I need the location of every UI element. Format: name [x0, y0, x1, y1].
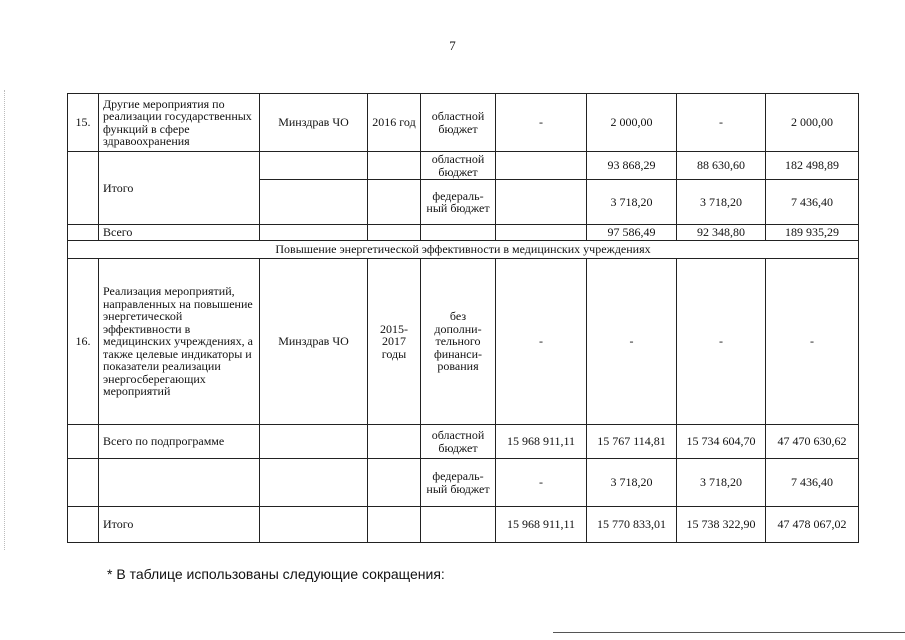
row-label [99, 459, 260, 507]
value-total: 47 478 067,02 [766, 507, 859, 543]
scan-margin-marks [4, 90, 9, 550]
table-row [68, 152, 859, 180]
measure-name: Другие мероприятия по реализации государственных функций в сфере здравоохранения [99, 94, 260, 152]
period: 2015-2017 годы [368, 259, 421, 425]
row-number [68, 225, 99, 241]
value-year-1: 15 968 911,11 [496, 507, 587, 543]
value-year-3: - [677, 259, 766, 425]
value-year-3: 88 630,60 [677, 152, 766, 180]
section-title: Повышение энергетической эффективности в медицинских учреждениях [68, 241, 859, 259]
table-row [68, 459, 859, 507]
section-row [68, 241, 859, 259]
value-year-2: - [587, 259, 677, 425]
row-label: Итого [99, 507, 260, 543]
table-row [68, 94, 859, 152]
value-year-1: 15 968 911,11 [496, 425, 587, 459]
budget-table [67, 93, 859, 543]
row-label: Всего [99, 225, 260, 241]
period [368, 507, 421, 543]
row-label: Всего по подпрограмме [99, 425, 260, 459]
row-number: 16. [68, 259, 99, 425]
value-year-1: - [496, 259, 587, 425]
executor [260, 425, 368, 459]
page-number: 7 [449, 38, 456, 53]
measure-name: Реализация мероприятий, направленных на повышение энергетической эффективности в медицинских учреждениях, а также целевые индикаторы и показатели реализации энергосберегающих мероприятий [99, 259, 260, 425]
executor: Минздрав ЧО [260, 259, 368, 425]
value-total: 7 436,40 [766, 180, 859, 225]
funding-source: областной бюджет [421, 152, 496, 180]
value-year-1: - [496, 94, 587, 152]
bottom-rule [553, 632, 905, 633]
executor [260, 225, 368, 241]
value-year-3: 15 738 322,90 [677, 507, 766, 543]
value-total: 182 498,89 [766, 152, 859, 180]
period [368, 459, 421, 507]
value-year-2: 15 767 114,81 [587, 425, 677, 459]
row-number [68, 152, 99, 225]
value-year-1 [496, 225, 587, 241]
funding-source [421, 507, 496, 543]
table-row [68, 425, 859, 459]
funding-source: без дополни-тельного финанси-рования [421, 259, 496, 425]
value-year-3: 3 718,20 [677, 459, 766, 507]
row-number [68, 459, 99, 507]
row-number [68, 425, 99, 459]
funding-source [421, 225, 496, 241]
value-total: - [766, 259, 859, 425]
period [368, 152, 421, 180]
executor [260, 180, 368, 225]
value-year-3: - [677, 94, 766, 152]
value-total: 7 436,40 [766, 459, 859, 507]
executor [260, 152, 368, 180]
value-year-2: 3 718,20 [587, 180, 677, 225]
table-row [68, 507, 859, 543]
value-year-3: 92 348,80 [677, 225, 766, 241]
value-year-1: - [496, 459, 587, 507]
value-year-2: 93 868,29 [587, 152, 677, 180]
row-label: Итого [99, 152, 260, 225]
value-year-3: 3 718,20 [677, 180, 766, 225]
value-year-2: 2 000,00 [587, 94, 677, 152]
value-year-1 [496, 180, 587, 225]
value-year-1 [496, 152, 587, 180]
funding-source: федераль-ный бюджет [421, 180, 496, 225]
table-row [68, 259, 859, 425]
value-total: 189 935,29 [766, 225, 859, 241]
value-year-2: 3 718,20 [587, 459, 677, 507]
executor: Минздрав ЧО [260, 94, 368, 152]
table-row [68, 225, 859, 241]
value-total: 2 000,00 [766, 94, 859, 152]
value-total: 47 470 630,62 [766, 425, 859, 459]
funding-source: областной бюджет [421, 94, 496, 152]
period: 2016 год [368, 94, 421, 152]
period [368, 425, 421, 459]
period [368, 225, 421, 241]
funding-source: федераль-ный бюджет [421, 459, 496, 507]
executor [260, 507, 368, 543]
row-number: 15. [68, 94, 99, 152]
funding-source: областной бюджет [421, 425, 496, 459]
row-number [68, 507, 99, 543]
value-year-3: 15 734 604,70 [677, 425, 766, 459]
period [368, 180, 421, 225]
footnote: * В таблице использованы следующие сокращения: [107, 566, 445, 582]
value-year-2: 15 770 833,01 [587, 507, 677, 543]
value-year-2: 97 586,49 [587, 225, 677, 241]
executor [260, 459, 368, 507]
